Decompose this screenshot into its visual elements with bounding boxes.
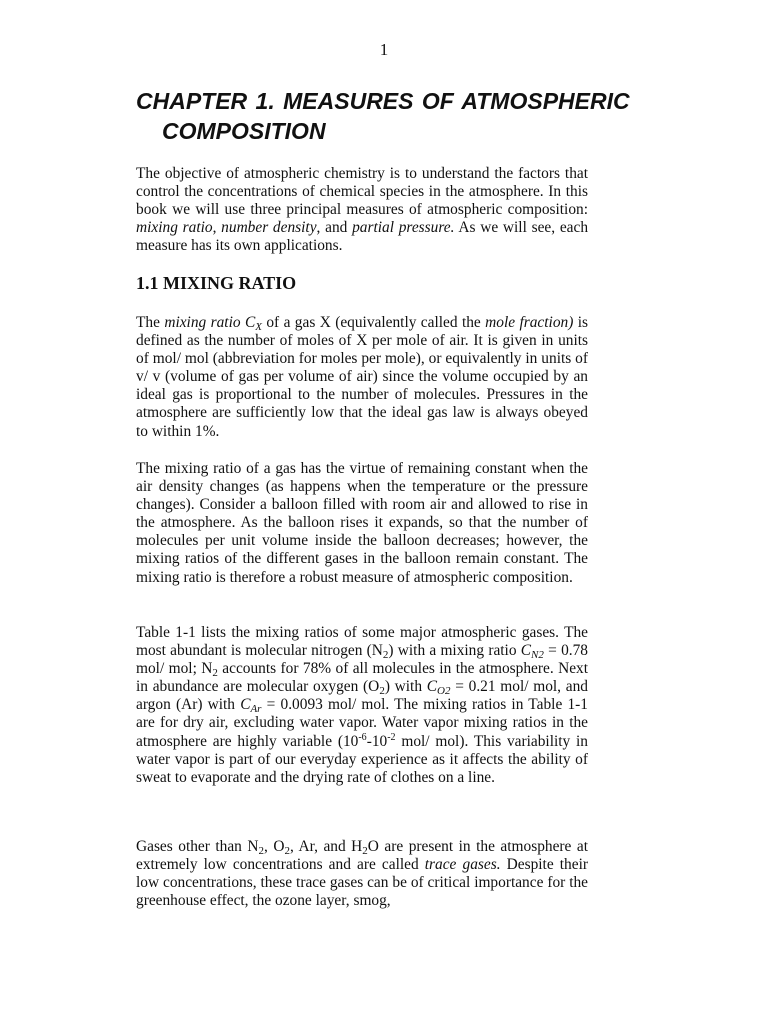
page-number: 1 xyxy=(379,40,389,59)
chapter-title xyxy=(136,86,656,146)
major-gases-paragraph: Table 1-1 lists the mixing ratios of some major atmospheric gases. The most abundant is molecular nitrogen $(N_2)$ with a mixing ratio $C_{N2} = 0.78$ mol/ mol; $N_2$ accounts for 78% of all molecules in the atmosphere. Next in abundance are molecular oxygen $(O_2)$ with $C_{O2} = 0.21$ mol/ mol, and argon (Ar) with $C_{Ar} = 0.0093$ mol/ mol. The mixing ratios in Table 1-1 are for dry air, excluding water vapor. Water vapor mixing ratios in the atmosphere are highly variable ($10^{-6}-10^{-2}$ mol/ mol). This variability in water vapor is part of our everyday experience as it affects the ability of sweat to evaporate and the drying rate of clothes on a line. xyxy=(136,624,589,786)
chapter-title-line2: COMPOSITION xyxy=(162,118,326,144)
intro-paragraph: The objective of atmospheric chemistry is to understand the factors that control the concentrations of chemical species in the atmosphere. In this book we will use three principal measures of atmospheric composition: mixing ratio, number density, and partial pressure. As we will see, each measure has its own applications. xyxy=(136,165,589,255)
section-heading: 1.1 MIXING RATIO xyxy=(136,273,297,293)
trace-gases-paragraph: Gases other than $N_2$, $O_2$, Ar, and $H_2O$ are present in the atmosphere at extremely low concentrations and are called trace gases. Despite their low concentrations, these trace gases can be of critical importance for the greenhouse effect, the ozone layer, smog, xyxy=(136,838,588,910)
chapter-title-line1: CHAPTER 1. MEASURES OF ATMOSPHERIC xyxy=(136,88,630,114)
mixing-ratio-virtue-paragraph: The mixing ratio of a gas has the virtue of remaining constant when the air density changes (as happens when the temperature or the pressure changes). Consider a balloon filled with room air and allowed to rise in the atmosphere. As the balloon rises it expands, so that the number of molecules per unit volume inside the balloon decreases; however, the mixing ratios of the different gases in the balloon remain constant. The mixing ratio is therefore a robust measure of atmospheric composition. xyxy=(136,460,588,586)
mixing-ratio-definition-paragraph: The mixing ratio $C_X$ of a gas X (equivalently called the mole fraction) is defined as the number of moles of X per mole of air. It is given in units of mol/ mol (abbreviation for moles per mole), or equivalently in units of v/ v (volume of gas per volume of air) since the volume occupied by an ideal gas is proportional to the number of molecules. Pressures in the atmosphere are sufficiently low that the ideal gas law is always obeyed to within 1%. xyxy=(136,314,589,440)
